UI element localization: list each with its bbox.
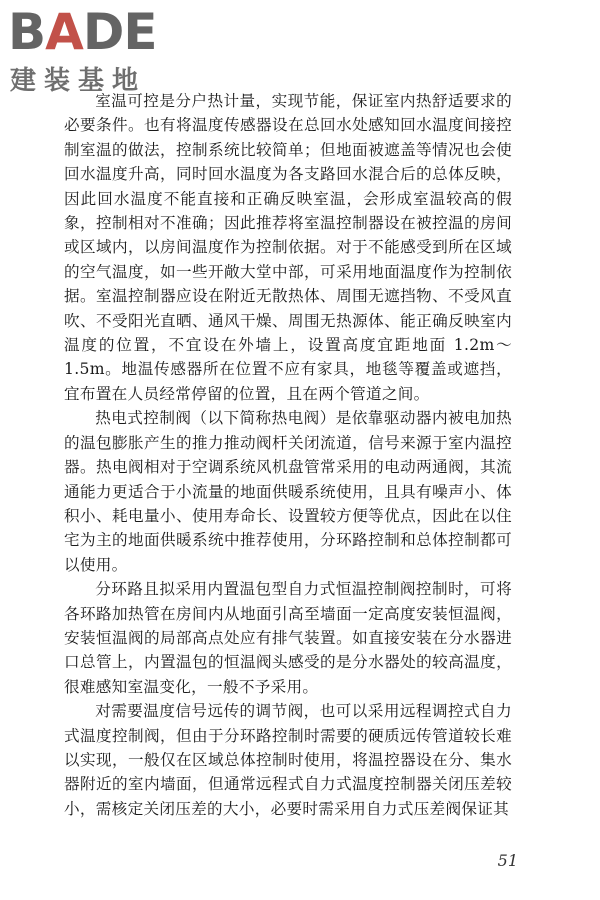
page-number: 51: [497, 851, 518, 870]
logo-letter-a: A: [45, 3, 83, 61]
paragraph-thermoelectric-valve: 热电式控制阀（以下简称热电阀）是依靠驱动器内被电加热的温包膨胀产生的推力推动阀杆关闭流道，信号来源于室内温控器。热电阀相对于空调系统风机盘管常采用的电动两通阀，其流通能力更适合于小流量的地面供暖系统使用，且具有噪声小、体积小、耗电量小、使用寿命长、设置较方便等优点，因此在以住宅为主的地面供暖系统中推荐使用，分环路控制和总体控制都可以使用。: [64, 409, 512, 574]
paragraph-room-temperature-control: 室温可控是分户热计量，实现节能，保证室内热舒适要求的必要条件。也有将温度传感器设在总回水处感知回水温度间接控制室温的做法，控制系统比较简单；但地面被遮盖等情况也会使回水温度升高，同时回水温度为各支路回水混合后的总体反映，因此回水温度不能直接和正确反映室温，会形成室温较高的假象，控制相对不准确；因此推荐将室温控制器设在被控温的房间或区域内，以房间温度作为控制依据。对于不能感受到所在区域的空气温度，如一些开敞大堂中部，可采用地面温度作为控制依据。室温控制器应设在附近无散热体、周围无遮挡物、不受风直吹、不受阳光直晒、通风干燥、周围无热源体、能正确反映室内温度的位置，不宜设在外墙上，设置高度宜距地面 1.2m～1.5m。地温传感器所在位置不应有家具，地毯等覆盖或遮挡，宜布置在人员经常停留的位置，且在两个管道之间。: [64, 92, 512, 403]
logo-letters-de: DE: [82, 3, 157, 61]
paragraph-loop-thermostatic-valve: 分环路且拟采用内置温包型自力式恒温控制阀控制时，可将各环路加热管在房间内从地面引高至墙面一定高度安装恒温阀，安装恒温阀的局部高点处应有排气装置。如直接安装在分水器进口总管上，内置温包的恒温阀头感受的是分水器处的较高温度，很难感知室温变化，一般不予采用。: [64, 580, 512, 696]
logo-wordmark: [8, 3, 157, 61]
logo-letter-b: B: [8, 3, 46, 61]
logo: [8, 3, 178, 96]
paragraph-remote-control-valve: 对需要温度信号远传的调节阀，也可以采用远程调控式自力式温度控制阀，但由于分环路控制时需要的硬质远传管道较长难以实现，一般仅在区域总体控制时使用，将温控器设在分、集水器附近的室内墙面，但通常远程式自力式温度控制器关闭压差较小，需核定关闭压差的大小，必要时需采用自力式压差阀保证其: [64, 702, 512, 818]
logo-subtitle: 建装基地: [10, 66, 147, 96]
body-text: [64, 89, 512, 821]
